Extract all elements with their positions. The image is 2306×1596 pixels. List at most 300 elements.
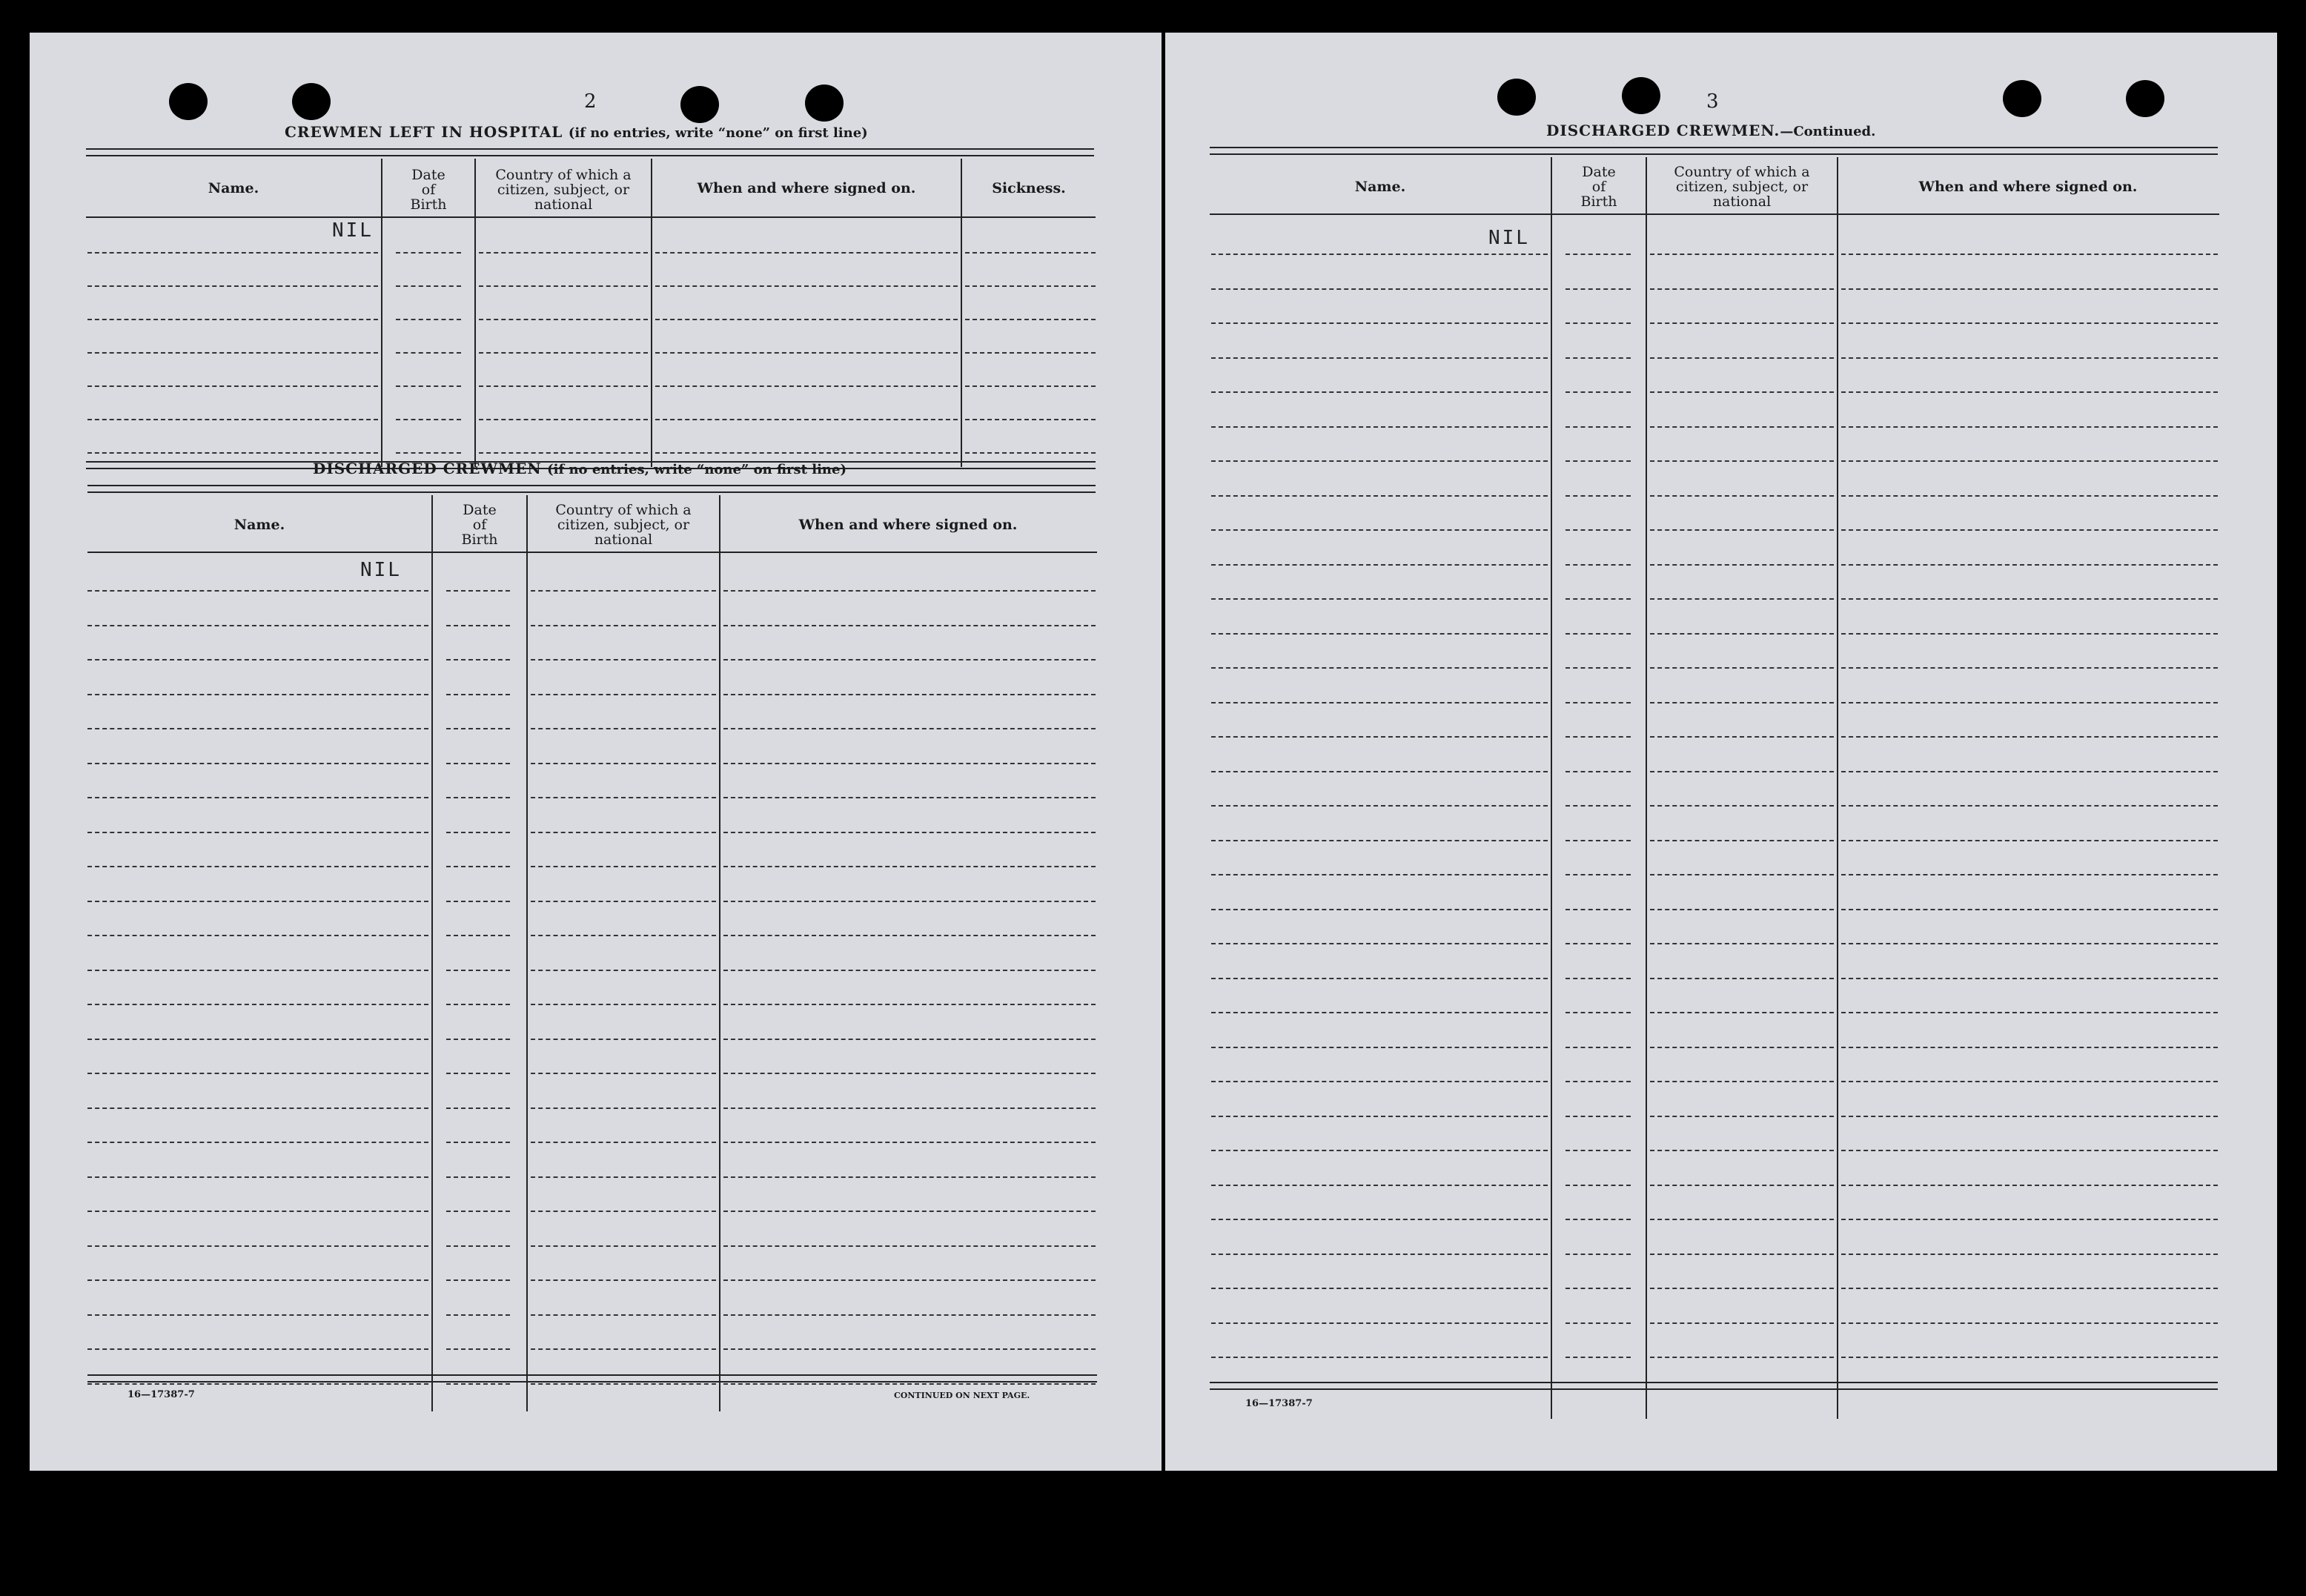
header-line: citizen, subject, or <box>1675 179 1809 195</box>
ruled-line <box>531 694 716 695</box>
ruled-line <box>1211 1047 1548 1048</box>
ruled-line <box>396 419 461 420</box>
ruled-line <box>1650 1185 1834 1186</box>
ruled-line <box>396 385 461 387</box>
ruled-line <box>1566 1012 1631 1013</box>
ruled-line <box>1841 495 2218 497</box>
ruled-line <box>655 385 958 387</box>
ruled-line <box>1566 978 1631 979</box>
ruled-line <box>1211 391 1548 393</box>
name-entry: NIL <box>360 559 402 581</box>
ruled-line <box>396 352 461 354</box>
ruled-line <box>1841 529 2218 531</box>
discharged-title: DISCHARGED CREWMEN. <box>1546 122 1780 139</box>
ruled-line <box>1566 1322 1631 1324</box>
ruled-line <box>1211 1254 1548 1255</box>
ruled-line <box>87 285 378 287</box>
ruled-line <box>531 590 716 592</box>
ruled-line <box>1841 736 2218 738</box>
header-bottom-rule <box>87 552 1097 553</box>
ruled-line <box>446 1073 510 1074</box>
punch-hole <box>292 83 331 120</box>
ruled-line <box>531 832 716 833</box>
ruled-line <box>723 1314 1096 1316</box>
ruled-line <box>965 452 1096 454</box>
header-line: national <box>534 196 593 213</box>
ruled-line <box>1650 288 1834 290</box>
ruled-line <box>1211 771 1548 772</box>
ruled-line <box>531 1245 716 1247</box>
punch-hole <box>680 86 719 123</box>
ruled-line <box>1841 564 2218 566</box>
ruled-line <box>531 1039 716 1040</box>
ruled-line <box>531 1383 716 1385</box>
ruled-line <box>1566 909 1631 910</box>
ruled-line <box>1841 1254 2218 1255</box>
ruled-line <box>1650 840 1834 841</box>
ruled-line <box>1211 426 1548 428</box>
ruled-line <box>655 285 958 287</box>
ruled-line <box>1650 322 1834 324</box>
ruled-line <box>87 1383 428 1385</box>
column-divider <box>719 495 720 1411</box>
header-line: of <box>421 182 436 198</box>
ruled-line <box>1650 254 1834 255</box>
ruled-line <box>965 419 1096 420</box>
ruled-line <box>87 1107 428 1109</box>
ruled-line <box>1841 1219 2218 1220</box>
ruled-line <box>1211 1012 1548 1013</box>
ruled-line <box>1841 943 2218 944</box>
ruled-line <box>1566 391 1631 393</box>
ruled-line <box>446 901 510 902</box>
ruled-line <box>531 763 716 764</box>
ruled-line <box>723 1383 1096 1385</box>
ruled-line <box>1566 1357 1631 1358</box>
ruled-line <box>1841 426 2218 428</box>
ruled-line <box>1211 357 1548 359</box>
ruled-line <box>531 1314 716 1316</box>
ruled-line <box>1841 1185 2218 1186</box>
ruled-line <box>1650 1357 1834 1358</box>
ruled-line <box>1650 736 1834 738</box>
ruled-line <box>1650 978 1834 979</box>
ruled-line <box>1211 529 1548 531</box>
header-line: Country of which a <box>1674 164 1810 180</box>
ruled-line <box>446 1314 510 1316</box>
discharged-section-title <box>313 460 846 477</box>
ruled-line <box>1211 1150 1548 1151</box>
ruled-line <box>655 419 958 420</box>
column-header-signed-on: When and where signed on. <box>798 517 1018 533</box>
ruled-line <box>531 970 716 971</box>
ruled-line <box>1841 909 2218 910</box>
left-page <box>30 33 1162 1471</box>
ruled-line <box>1841 1150 2218 1151</box>
ruled-line <box>1566 598 1631 600</box>
ruled-line <box>1566 736 1631 738</box>
ruled-line <box>1650 529 1834 531</box>
ruled-line <box>1566 1185 1631 1186</box>
ruled-line <box>1211 1357 1548 1358</box>
ruled-line <box>531 1107 716 1109</box>
ruled-line <box>87 866 428 867</box>
header-bottom-rule <box>1210 213 2219 215</box>
ruled-line <box>1566 1081 1631 1082</box>
ruled-line <box>1650 357 1834 359</box>
page-number: 3 <box>1706 90 1719 113</box>
ruled-line <box>1650 943 1834 944</box>
ruled-line <box>1566 771 1631 772</box>
ruled-line <box>1211 322 1548 324</box>
ruled-line <box>723 1211 1096 1212</box>
ruled-line <box>1566 1254 1631 1255</box>
ruled-line <box>1211 564 1548 566</box>
header-line: Birth <box>410 196 447 213</box>
ruled-line <box>446 1176 510 1178</box>
ruled-line <box>1566 529 1631 531</box>
ruled-line <box>965 252 1096 254</box>
ruled-line <box>1566 288 1631 290</box>
ruled-line <box>1566 495 1631 497</box>
ruled-line <box>531 1142 716 1143</box>
ruled-line <box>1566 805 1631 807</box>
ruled-line <box>1211 1081 1548 1082</box>
ruled-line <box>723 1142 1096 1143</box>
header-line: of <box>472 517 487 533</box>
ruled-line <box>723 1176 1096 1178</box>
ruled-line <box>1650 495 1834 497</box>
ruled-line <box>87 1039 428 1040</box>
ruled-line <box>446 625 510 626</box>
ruled-line <box>1841 1288 2218 1289</box>
ruled-line <box>446 728 510 729</box>
header-line: Country of which a <box>555 502 692 518</box>
ruled-line <box>87 352 378 354</box>
header-line: national <box>1712 193 1772 210</box>
ruled-line <box>1841 667 2218 669</box>
ruled-line <box>531 935 716 936</box>
ruled-line <box>723 901 1096 902</box>
ruled-line <box>1650 1012 1834 1013</box>
ruled-line <box>87 625 428 626</box>
ruled-line <box>1211 1288 1548 1289</box>
name-entry: NIL <box>1488 227 1530 249</box>
ruled-line <box>1650 1288 1834 1289</box>
ruled-line <box>1566 254 1631 255</box>
ruled-line <box>723 625 1096 626</box>
table-bottom-rule <box>87 1374 1097 1383</box>
column-header-date-of-birth <box>433 495 526 554</box>
ruled-line <box>87 935 428 936</box>
ruled-line <box>1211 254 1548 255</box>
ruled-line <box>723 1039 1096 1040</box>
ruled-line <box>446 1142 510 1143</box>
punch-hole <box>1622 77 1660 114</box>
ruled-line <box>1650 1081 1834 1082</box>
ruled-line <box>1650 426 1834 428</box>
ruled-line <box>723 728 1096 729</box>
ruled-line <box>87 728 428 729</box>
ruled-line <box>1650 667 1834 669</box>
ruled-line <box>1211 598 1548 600</box>
ruled-line <box>1566 460 1631 462</box>
ruled-line <box>87 590 428 592</box>
header-bottom-rule <box>86 216 1096 218</box>
ruled-line <box>1841 874 2218 875</box>
ruled-line <box>87 1348 428 1350</box>
ruled-line <box>1211 943 1548 944</box>
ruled-line <box>1566 426 1631 428</box>
header-line: Date <box>411 167 445 183</box>
ruled-line <box>446 935 510 936</box>
ruled-line <box>723 1348 1096 1350</box>
ruled-line <box>1841 840 2218 841</box>
ruled-line <box>1650 598 1834 600</box>
ruled-line <box>1650 1150 1834 1151</box>
ruled-line <box>1211 1219 1548 1220</box>
column-divider <box>526 495 528 1411</box>
ruled-line <box>531 901 716 902</box>
ruled-line <box>446 970 510 971</box>
ruled-line <box>655 352 958 354</box>
ruled-line <box>446 866 510 867</box>
ruled-line <box>87 1211 428 1212</box>
discharged-subtitle: —Continued. <box>1780 124 1876 139</box>
ruled-line <box>1211 288 1548 290</box>
column-header-name: Name. <box>1354 179 1406 195</box>
ruled-line <box>1841 978 2218 979</box>
ruled-line <box>531 1211 716 1212</box>
hospital-section-title <box>285 123 868 141</box>
ruled-line <box>87 385 378 387</box>
ruled-line <box>1566 1047 1631 1048</box>
ruled-line <box>1211 1116 1548 1117</box>
ruled-line <box>1211 909 1548 910</box>
column-header-date-of-birth <box>382 160 474 219</box>
ruled-line <box>723 763 1096 764</box>
ruled-line <box>723 1107 1096 1109</box>
column-divider <box>1551 157 1552 1419</box>
ruled-line <box>87 970 428 971</box>
header-line: Country of which a <box>495 167 632 183</box>
ruled-line <box>479 319 648 320</box>
column-header-signed-on: When and where signed on. <box>1918 179 2138 195</box>
ruled-line <box>723 1245 1096 1247</box>
ruled-line <box>655 252 958 254</box>
ruled-line <box>396 285 461 287</box>
ruled-line <box>1650 460 1834 462</box>
ruled-line <box>1650 771 1834 772</box>
ruled-line <box>1841 1116 2218 1117</box>
punch-hole <box>1497 79 1536 116</box>
ruled-line <box>1841 771 2218 772</box>
ruled-line <box>1650 1219 1834 1220</box>
ruled-line <box>1566 633 1631 635</box>
punch-hole <box>2126 80 2164 117</box>
ruled-line <box>1650 805 1834 807</box>
punch-hole <box>169 83 208 120</box>
header-line: Date <box>463 502 497 518</box>
ruled-line <box>1566 1150 1631 1151</box>
ruled-line <box>1841 1012 2218 1013</box>
ruled-line <box>723 1004 1096 1005</box>
ruled-line <box>1566 667 1631 669</box>
ruled-line <box>723 797 1096 798</box>
ruled-line <box>1211 667 1548 669</box>
ruled-line <box>446 1039 510 1040</box>
ruled-line <box>87 694 428 695</box>
ruled-line <box>87 419 378 420</box>
ruled-line <box>446 1383 510 1385</box>
table-top-rule <box>86 148 1094 156</box>
punch-hole <box>805 85 844 122</box>
ruled-line <box>723 866 1096 867</box>
ruled-line <box>1566 1288 1631 1289</box>
discharged-title: DISCHARGED CREWMEN <box>313 460 542 477</box>
ruled-line <box>1841 322 2218 324</box>
header-line: citizen, subject, or <box>497 182 630 198</box>
column-header-date-of-birth <box>1552 157 1646 216</box>
hospital-title: CREWMEN LEFT IN HOSPITAL <box>285 123 563 141</box>
ruled-line <box>1841 805 2218 807</box>
ruled-line <box>1566 322 1631 324</box>
ruled-line <box>87 1142 428 1143</box>
ruled-line <box>531 1279 716 1281</box>
discharged-subtitle: (if no entries, write “none” on first line) <box>547 462 846 477</box>
table-top-rule <box>1210 147 2218 155</box>
ruled-line <box>1841 598 2218 600</box>
header-line: Birth <box>1580 193 1617 210</box>
ruled-line <box>1841 460 2218 462</box>
ruled-line <box>1650 702 1834 703</box>
continued-note: CONTINUED ON NEXT PAGE. <box>894 1391 1030 1400</box>
ruled-line <box>531 659 716 660</box>
ruled-line <box>965 352 1096 354</box>
ruled-line <box>1566 943 1631 944</box>
ruled-line <box>1650 633 1834 635</box>
ruled-line <box>723 832 1096 833</box>
ruled-line <box>1841 702 2218 703</box>
ruled-line <box>1650 1047 1834 1048</box>
discharged-continued-title <box>1546 122 1875 139</box>
column-divider <box>1837 157 1838 1419</box>
ruled-line <box>1211 460 1548 462</box>
column-header-country <box>476 160 651 219</box>
ruled-line <box>1211 840 1548 841</box>
column-header-country <box>1647 157 1837 216</box>
ruled-line <box>446 1279 510 1281</box>
ruled-line <box>1211 978 1548 979</box>
ruled-line <box>1841 288 2218 290</box>
ruled-line <box>87 1245 428 1247</box>
ruled-line <box>1211 805 1548 807</box>
ruled-line <box>531 1004 716 1005</box>
header-line: Date <box>1582 164 1616 180</box>
ruled-line <box>87 763 428 764</box>
ruled-line <box>479 352 648 354</box>
ruled-line <box>446 763 510 764</box>
form-number: 16—17387-7 <box>127 1389 195 1400</box>
ruled-line <box>1841 1322 2218 1324</box>
ruled-line <box>1650 1254 1834 1255</box>
ruled-line <box>87 452 378 454</box>
ruled-line <box>1211 633 1548 635</box>
ruled-line <box>531 1176 716 1178</box>
header-line: citizen, subject, or <box>557 517 690 533</box>
ruled-line <box>396 252 461 254</box>
ruled-line <box>655 452 958 454</box>
ruled-line <box>87 832 428 833</box>
column-header-name: Name. <box>208 180 259 196</box>
ruled-line <box>87 1314 428 1316</box>
ruled-line <box>723 590 1096 592</box>
ruled-line <box>531 728 716 729</box>
ruled-line <box>479 252 648 254</box>
ruled-line <box>1566 564 1631 566</box>
ruled-line <box>1650 909 1834 910</box>
ruled-line <box>1211 1322 1548 1324</box>
column-header-name: Name. <box>233 517 285 533</box>
ruled-line <box>531 1348 716 1350</box>
ruled-line <box>87 1073 428 1074</box>
ruled-line <box>446 1211 510 1212</box>
ruled-line <box>723 970 1096 971</box>
ruled-line <box>723 659 1096 660</box>
ruled-line <box>1566 840 1631 841</box>
ruled-line <box>1650 1322 1834 1324</box>
ruled-line <box>1566 874 1631 875</box>
column-header-country <box>528 495 719 554</box>
ruled-line <box>723 1073 1096 1074</box>
ruled-line <box>1841 357 2218 359</box>
page-number: 2 <box>584 90 597 113</box>
ruled-line <box>965 319 1096 320</box>
ruled-line <box>1650 874 1834 875</box>
column-header-sickness: Sickness. <box>992 180 1066 196</box>
ruled-line <box>723 694 1096 695</box>
ruled-line <box>723 935 1096 936</box>
ruled-line <box>396 452 461 454</box>
ruled-line <box>1841 1047 2218 1048</box>
ruled-line <box>446 1004 510 1005</box>
ruled-line <box>396 319 461 320</box>
ruled-line <box>1211 1185 1548 1186</box>
ruled-line <box>446 832 510 833</box>
ruled-line <box>1650 1116 1834 1117</box>
ruled-line <box>87 901 428 902</box>
ruled-line <box>531 797 716 798</box>
ruled-line <box>531 1073 716 1074</box>
right-page <box>1165 33 2277 1471</box>
ruled-line <box>87 659 428 660</box>
ruled-line <box>1211 874 1548 875</box>
ruled-line <box>479 452 648 454</box>
ruled-line <box>1566 702 1631 703</box>
ruled-line <box>446 694 510 695</box>
ruled-line <box>1650 564 1834 566</box>
ruled-line <box>446 1245 510 1247</box>
ruled-line <box>1211 702 1548 703</box>
ruled-line <box>1566 1219 1631 1220</box>
ruled-line <box>1650 391 1834 393</box>
ruled-line <box>1841 1357 2218 1358</box>
ruled-line <box>479 385 648 387</box>
ruled-line <box>479 285 648 287</box>
ruled-line <box>446 659 510 660</box>
header-line: national <box>594 532 653 548</box>
hospital-subtitle: (if no entries, write “none” on first line) <box>568 125 868 141</box>
